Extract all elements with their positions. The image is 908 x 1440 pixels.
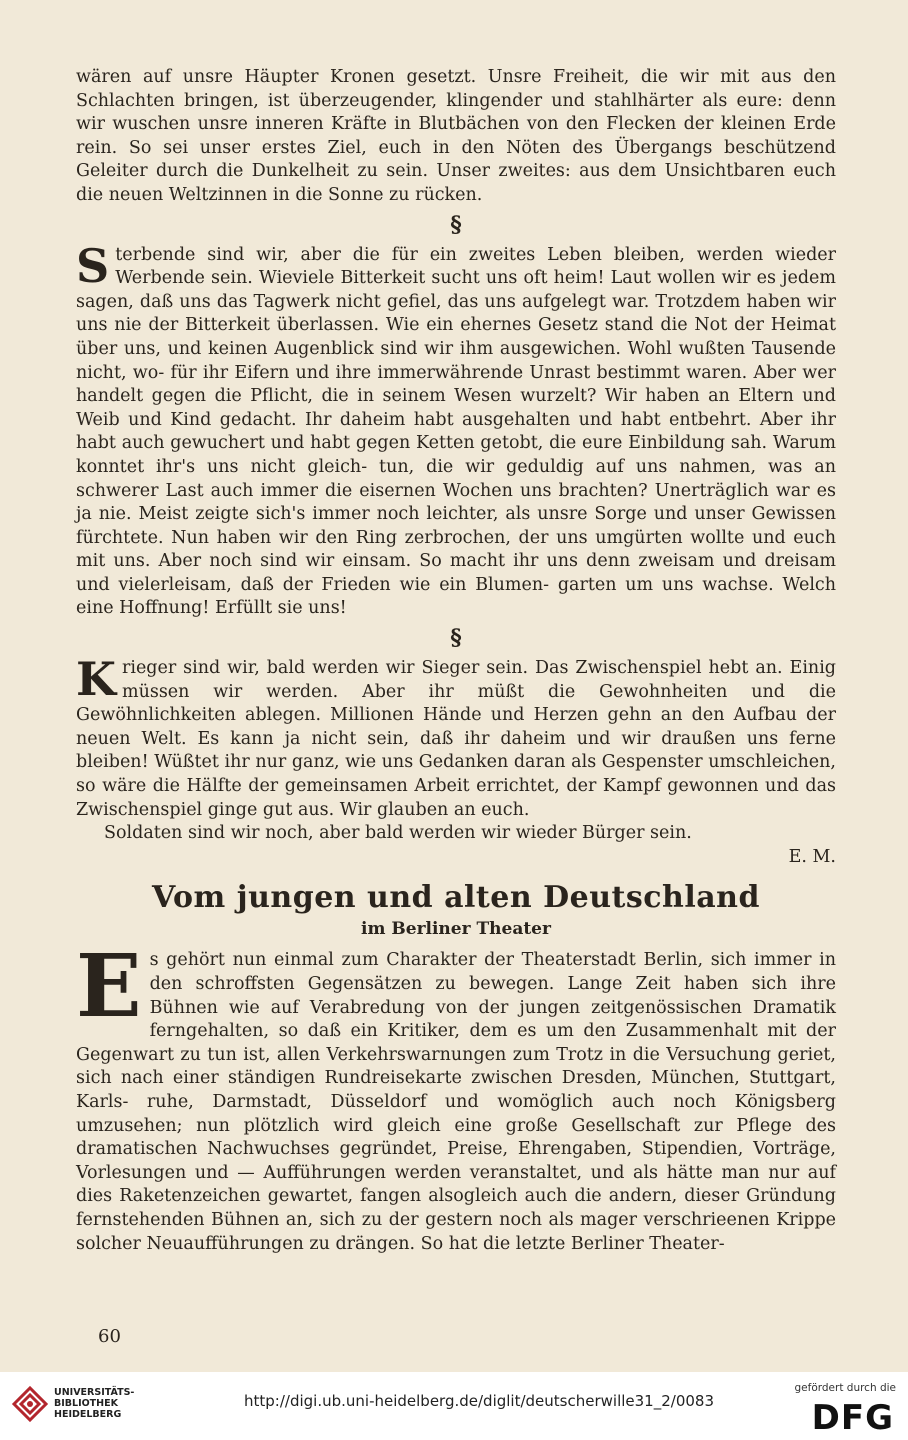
library-name-line: UNIVERSITÄTS- xyxy=(54,1387,135,1398)
article-heading: Vom jungen und alten Deutschland xyxy=(152,880,760,916)
signature: E. M. xyxy=(788,846,836,867)
paragraph-2-text: terbende sind wir, aber die für ein zweites Leben bleiben, werden wieder Werbende sein. Wieviele Bitterkeit sucht uns oft heim! Laut wollen wir es jedem sagen, daß uns das Tagwerk nicht gefiel, das uns aufgelegt war. Trotzdem haben wir uns nie der Bitterkeit überlassen. Wie ein ehernes Gesetz stand die Not der Heimat über uns, und keinen Augenblick sind wir ihm ausgewichen. Wohl wußten Tausende nicht, wo- für ihr Eifern und ihre immerwährende Unrast bestimmt waren. Aber wer handelt gegen die Pflicht, die in seinem Wesen wurzelt? Wir haben an Eltern und Weib und Kind gedacht. Ihr daheim habt ausgehalten und habt entbehrt. Aber ihr habt auch gewuchert und habt gegen Ketten getobt, die eure Einbildung sah. Warum konntet ihr's uns nicht gleich- tun, die wir geduldig auf uns nahmen, was an schwerer Last auch immer die eisernen Wochen uns brachten? Unerträglich war es ja nie. Meist zeigte sich's immer noch leichter, als unsre Sorge und unser Gewissen fürchtete. Nun haben wir den Ring zerbrochen, der uns umgürten wollte und euch mit uns. Aber noch sind wir einsam. So macht ihr uns denn zweisam und dreisam und vielerleisam, daß der Frieden wie ein Blumen- garten um uns wachse. Welch eine Hoffnung! Erfüllt sie uns! xyxy=(76,244,836,619)
university-library-logo-icon[interactable] xyxy=(10,1384,50,1424)
paragraph-5 xyxy=(76,936,836,1256)
page-number: 60 xyxy=(98,1326,121,1347)
funder-label: gefördert durch die xyxy=(794,1382,896,1394)
paragraph-2 xyxy=(76,238,836,622)
section-ornament: § xyxy=(450,625,462,652)
dfg-logo[interactable]: DFG xyxy=(811,1398,894,1438)
drop-cap: K xyxy=(76,652,116,707)
library-name-line: BIBLIOTHEK xyxy=(54,1398,118,1409)
page-text xyxy=(76,66,836,1256)
paragraph-4: Soldaten sind wir noch, aber bald werden wir wieder Bürger sein. xyxy=(104,823,692,844)
section-ornament: § xyxy=(450,211,462,238)
source-url-link[interactable]: http://digi.ub.uni-heidelberg.de/diglit/deutscherwille31_2/0083 xyxy=(244,1392,714,1410)
paragraph-5-text: s gehört nun einmal zum Charakter der Theaterstadt Berlin, sich immer in den schroffsten Gegensätzen zu bewegen. Lange Zeit haben sich ihre Bühnen wie auf Verabredung von der jungen zeitgenössischen Dramatik ferngehalten, so daß ein Kritiker, dem es um den Zusammenhalt mit der Gegenwart zu tun ist, allen Verkehrswarnungen zum Trotz in die Versuchung geriet, sich nach einer ständigen Rundreisekarte zwischen Dresden, München, Stuttgart, Karls- ruhe, Darmstadt, Düsseldorf und womöglich auch noch Königsberg umzusehen; nun plötzlich wird gleich eine große Gesellschaft zur Pflege des dramatischen Nachwuchses gegründet, Preise, Ehrengaben, Stipendien, Vorträge, Vorlesungen und — Aufführungen werden veranstaltet, und als hätte man nur auf dies Raketenzeichen gewartet, fangen alsogleich auch die andern, dieser Gründung fernstehenden Bühnen an, sich zu der gestern noch als mager verschrieenen Krippe solcher Neuaufführungen zu drängen. So hat die letzte Berliner Theater- xyxy=(76,950,836,1254)
drop-cap: E xyxy=(76,936,142,1038)
footer-bar xyxy=(0,1372,908,1440)
library-name-line: HEIDELBERG xyxy=(54,1409,122,1420)
article-subheading: im Berliner Theater xyxy=(361,919,551,940)
library-name[interactable] xyxy=(54,1387,134,1420)
paragraph-1: wären auf unsre Häupter Kronen gesetzt. Unsre Freiheit, die wir mit aus den Schlachten bringen, ist überzeugender, klingender und stahlhärter als eure: denn wir wuschen unsre inneren Kräfte in Blutbächen von den Flecken der kleinen Erde rein. So sei unser erstes Ziel, euch in den Nöten des Übergangs beschützend Geleiter durch die Dunkelheit zu sein. Unser zweites: aus dem Unsichtbaren euch die neuen Weltzinnen in die Sonne zu rücken. xyxy=(76,67,836,205)
paragraph-3 xyxy=(76,652,836,822)
drop-cap: S xyxy=(76,238,110,293)
paragraph-3-text: rieger sind wir, bald werden wir Sieger sein. Das Zwischenspiel hebt an. Einig müssen wir werden. Aber ihr müßt die Gewohnheiten und die Gewöhnlichkeiten ablegen. Millionen Hände und Herzen gehn an den Aufbau der neuen Welt. Es kann ja nicht sein, daß ihr daheim und wir draußen uns ferne bleiben! Wüßtet ihr nur ganz, wie uns Gedanken daran als Gespenster umschleichen, so wäre die Hälfte der gemeinsamen Arbeit errichtet, der Kampf gewonnen und das Zwischenspiel ginge gut aus. Wir glauben an euch. xyxy=(76,658,836,820)
